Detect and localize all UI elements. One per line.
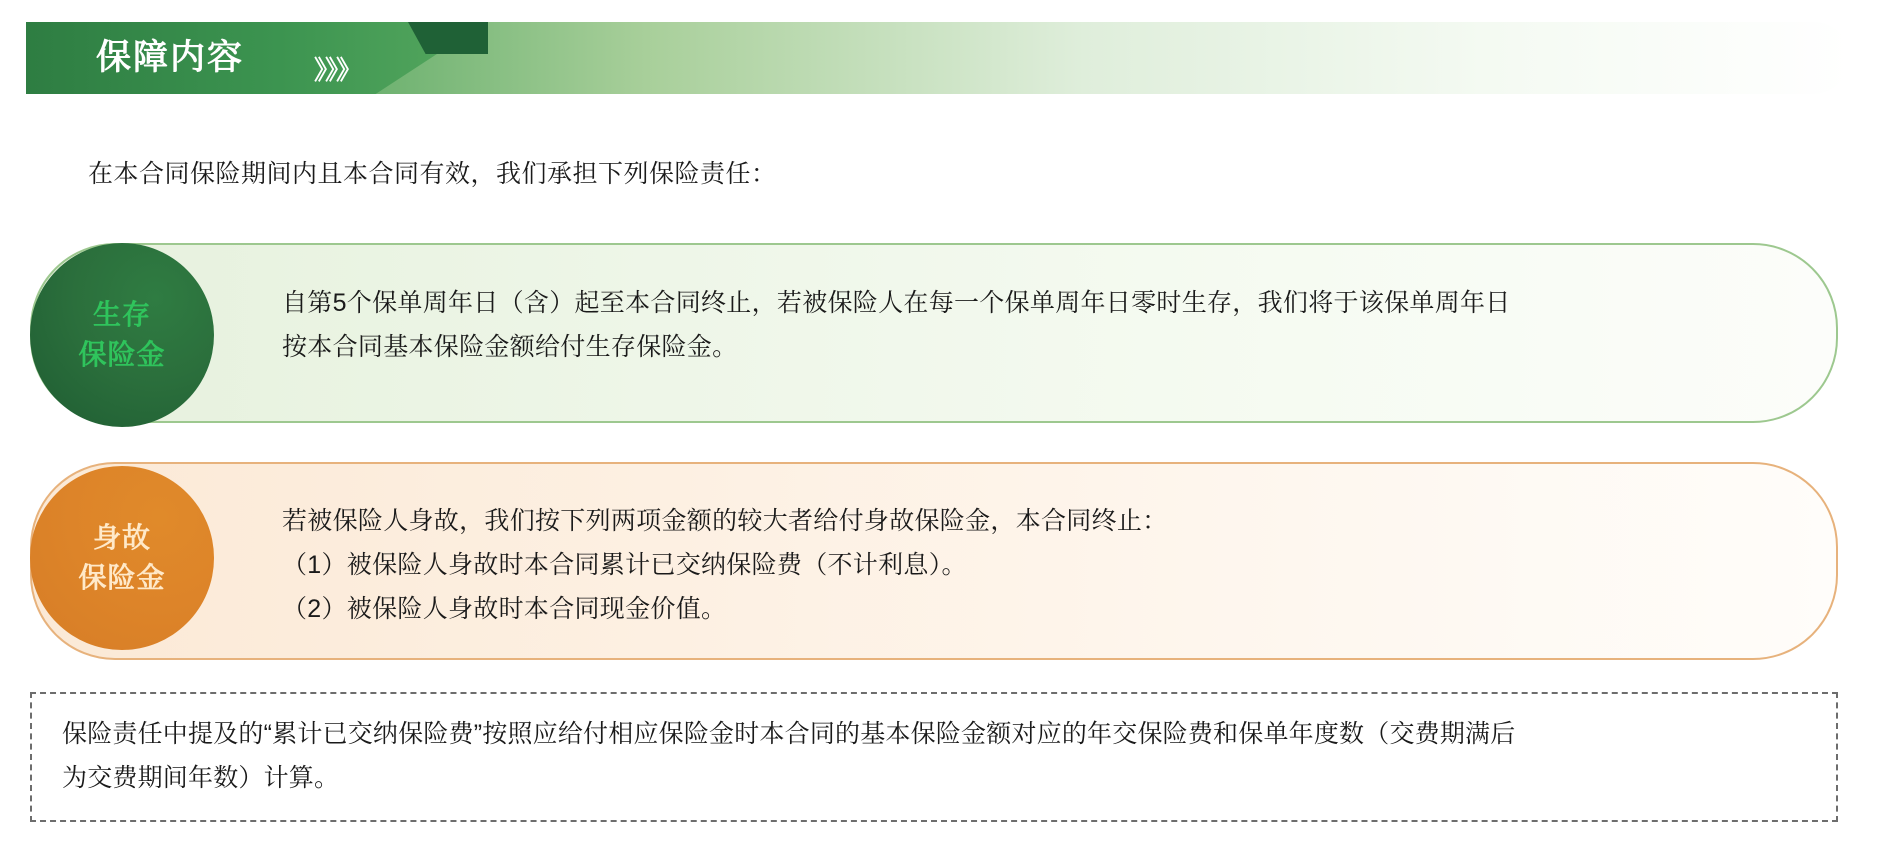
benefit-badge-death	[30, 466, 214, 650]
benefit-paragraph: （2）被保险人身故时本合同现金价值。	[282, 595, 727, 623]
benefit-paragraph: 自第5个保单周年日（含）起至本合同终止，若被保险人在每一个保单周年日零时生存，我们将于该保单周年日	[282, 289, 1511, 317]
chevrons-right-icon: 》》》	[314, 55, 361, 85]
footnote-line: 保险责任中提及的“累计已交纳保险费”按照应给付相应保险金时本合同的基本保险金额对应的年交保险费和保单年度数（交费期满后	[62, 720, 1516, 748]
badge-line-1: 生存	[92, 299, 151, 330]
benefit-card-death	[30, 462, 1838, 660]
section-header-banner	[26, 22, 1850, 94]
badge-line-2: 保险金	[78, 562, 166, 593]
benefit-body-survival	[282, 281, 1776, 369]
benefit-card-survival	[30, 243, 1838, 423]
benefit-paragraph: 按本合同基本保险金额给付生存保险金。	[282, 333, 738, 361]
badge-line-2: 保险金	[78, 339, 166, 370]
benefit-body-death	[282, 499, 1776, 631]
footnote-box	[30, 692, 1838, 822]
intro-text: 在本合同保险期间内且本合同有效，我们承担下列保险责任：	[88, 160, 777, 188]
benefit-badge-survival	[30, 243, 214, 427]
benefit-paragraph: 若被保险人身故，我们按下列两项金额的较大者给付身故保险金，本合同终止：	[282, 507, 1168, 535]
badge-line-1: 身故	[92, 522, 151, 553]
benefit-paragraph: （1）被保险人身故时本合同累计已交纳保险费（不计利息）。	[282, 551, 967, 579]
page-title: 保障内容	[96, 38, 245, 77]
footnote-line: 为交费期间年数）计算。	[62, 764, 340, 792]
